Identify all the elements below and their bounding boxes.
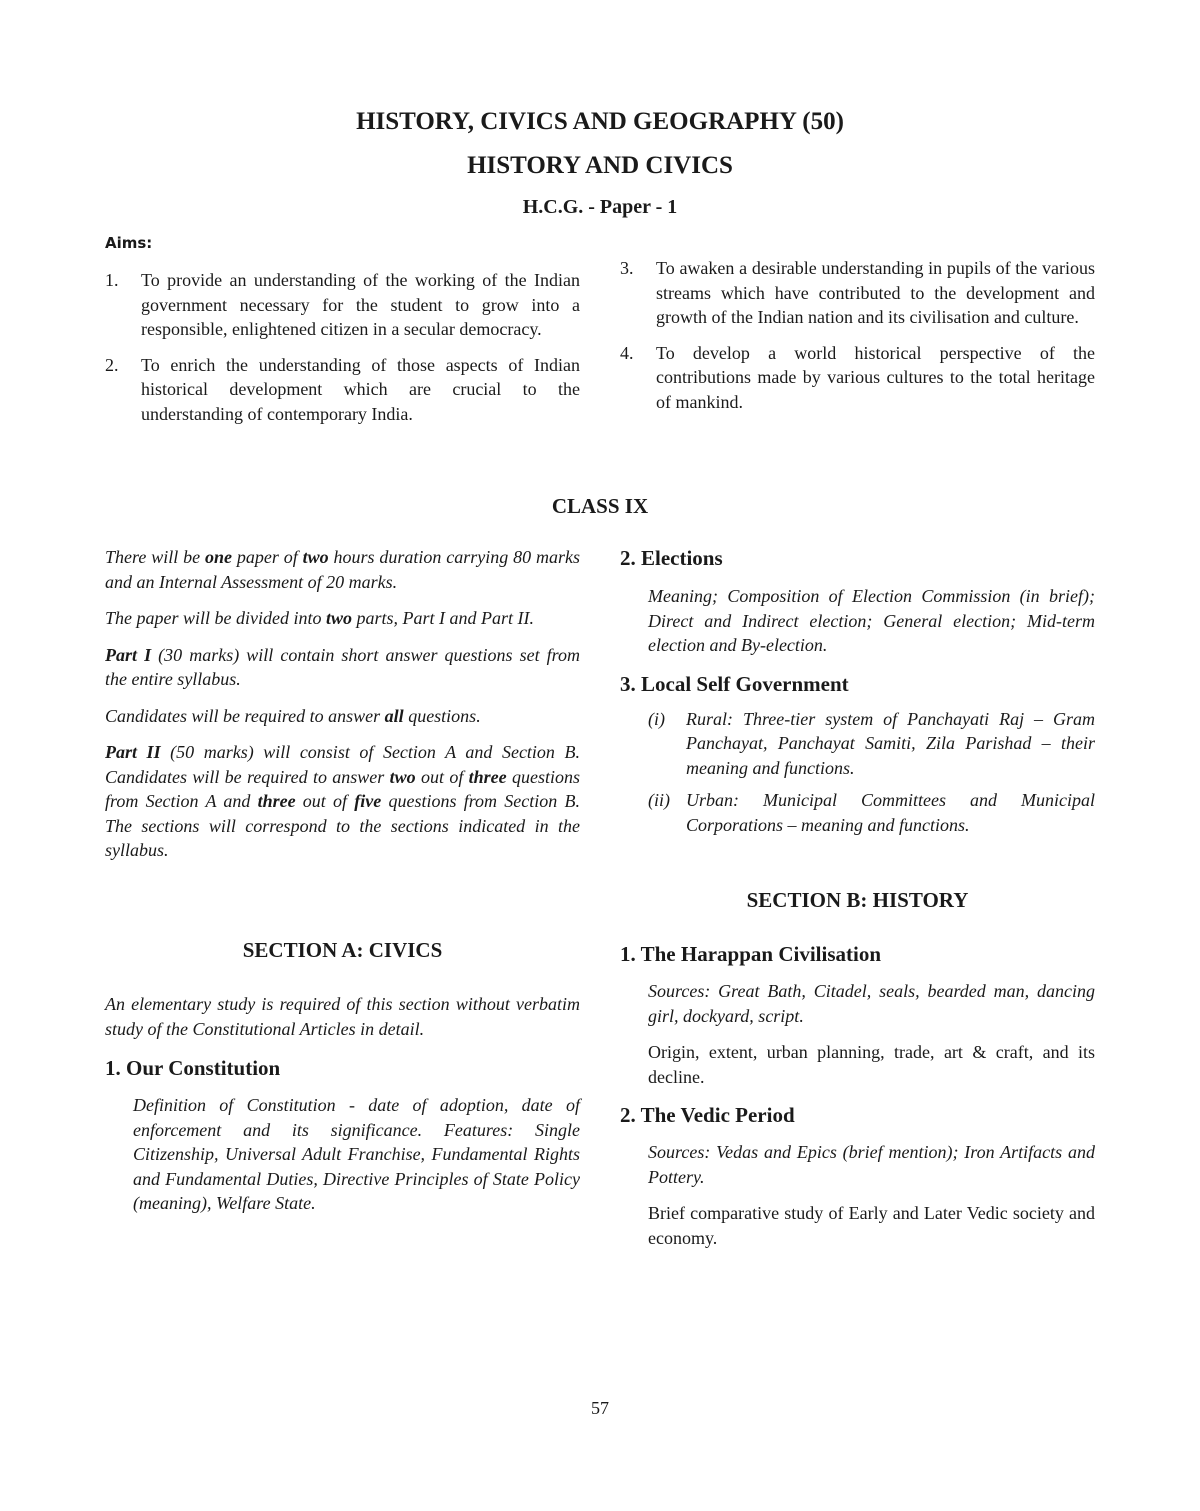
topic-title: 1. The Harappan Civilisation	[620, 942, 882, 966]
section-b-content	[620, 941, 1095, 1250]
text-span: (50 marks) will consist of Section A and Section B. Candidates will be required to answer	[105, 742, 580, 787]
text-span: hours duration carrying 80 marks and an Internal Assessment of 20 marks.	[105, 547, 580, 592]
text-span: questions.	[403, 705, 481, 726]
aim-item	[105, 353, 580, 427]
sub-item-text: Rural: Three-tier system of Panchayati Raj – Gram Panchayat, Panchayat Samiti, Zila Parishad – their meaning and functions.	[686, 708, 1095, 778]
aim-text: To enrich the understanding of those aspects of Indian historical development which are crucial to the understanding of contemporary India.	[141, 354, 580, 424]
section-a-heading: SECTION A: CIVICS	[242, 938, 443, 962]
section-a-continued	[620, 545, 1095, 837]
instruction-paragraph	[105, 643, 580, 692]
instruction-paragraph	[105, 704, 580, 729]
exam-instructions	[105, 545, 580, 875]
paper-label: H.C.G. - Paper - 1	[522, 196, 678, 218]
aim-text: To develop a world historical perspective of the contributions made by various cultures to the total heritage of mankind.	[656, 342, 1095, 412]
topic-title: 3. Local Self Government	[620, 671, 849, 696]
emphasis: Part I	[105, 644, 152, 665]
topic-text: Origin, extent, urban planning, trade, art & craft, and its decline.	[648, 1042, 1095, 1087]
aims-list-left	[105, 268, 580, 426]
aim-item	[620, 341, 1095, 415]
topic-text: Definition of Constitution - date of adoption, date of enforcement and its significance. Features: Single Citizenship, Universal Adult Franchise, Fundamental Rights and Fundamental Duties, Directive Principles of State Policy (meaning), Welfare State.	[133, 1095, 580, 1213]
emphasis: five	[354, 791, 382, 811]
text-span: Candidates will be required to answer	[105, 705, 385, 726]
text-span: (30 marks) will contain short answer questions set from the entire syllabus.	[105, 644, 580, 689]
sub-item-number: (i)	[648, 708, 665, 729]
emphasis: three	[257, 791, 296, 811]
topic-text: Brief comparative study of Early and Later Vedic society and economy.	[648, 1203, 1095, 1248]
aim-text: To awaken a desirable understanding in pupils of the various streams which have contributed to the development and growth of the Indian nation and its civilisation and culture.	[656, 258, 1095, 327]
aim-number: 3.	[620, 258, 634, 278]
topic-title: 1. Our Constitution	[105, 1056, 281, 1080]
page-title: HISTORY, CIVICS AND GEOGRAPHY (50)	[356, 108, 844, 135]
emphasis: two	[302, 547, 329, 567]
text-span: paper of	[231, 547, 303, 567]
emphasis: one	[204, 547, 232, 567]
sub-item	[620, 788, 1095, 837]
page-number: 57	[591, 1398, 609, 1418]
emphasis: two	[325, 608, 352, 628]
topic-text: Meaning; Composition of Election Commission (in brief); Direct and Indirect election; General election; Mid-term election and By-election.	[648, 586, 1095, 655]
class-heading: CLASS IX	[551, 494, 649, 518]
aim-item	[105, 268, 580, 342]
aim-text: To provide an understanding of the working of the Indian government necessary for the student to grow into a responsible, enlightened citizen in a secular democracy.	[141, 270, 580, 339]
aim-number: 1.	[105, 270, 119, 290]
aims-label: Aims:	[105, 234, 153, 252]
aim-item	[620, 256, 1095, 330]
aim-number: 4.	[620, 342, 634, 363]
emphasis: two	[389, 766, 416, 787]
section-a-intro: An elementary study is required of this section without verbatim study of the Constitutional Articles in detail.	[105, 994, 580, 1039]
emphasis: three	[468, 766, 507, 787]
text-span: parts, Part I and Part II.	[352, 608, 534, 628]
sub-item-text: Urban: Municipal Committees and Municipal Corporations – meaning and functions.	[686, 790, 1095, 835]
topic-sources: Sources: Great Bath, Citadel, seals, bearded man, dancing girl, dockyard, script.	[648, 981, 1095, 1026]
instruction-paragraph	[105, 606, 580, 631]
text-span: out of	[295, 791, 355, 811]
aims-list-right	[620, 256, 1095, 414]
section-b-heading: SECTION B: HISTORY	[746, 888, 969, 912]
text-span: There will be	[105, 547, 205, 567]
text-span: The paper will be divided into	[105, 608, 326, 628]
instruction-paragraph	[105, 545, 580, 594]
text-span: out of	[415, 766, 469, 787]
sub-item-number: (ii)	[648, 790, 670, 810]
text-span: questions from Section B. The sections will correspond to the sections indicated in the syllabus.	[105, 791, 580, 860]
text-span: questions from Section A and	[105, 766, 580, 811]
emphasis: all	[384, 705, 404, 726]
topic-title: 2. Elections	[620, 546, 723, 570]
emphasis: Part II	[105, 742, 161, 762]
sub-item	[620, 707, 1095, 781]
aim-number: 2.	[105, 354, 119, 375]
topic-sources: Sources: Vedas and Epics (brief mention); Iron Artifacts and Pottery.	[648, 1142, 1095, 1187]
page-subtitle: HISTORY AND CIVICS	[467, 152, 733, 179]
topic-title: 2. The Vedic Period	[620, 1103, 795, 1127]
instruction-paragraph	[105, 740, 580, 863]
section-a-content	[105, 992, 580, 1216]
